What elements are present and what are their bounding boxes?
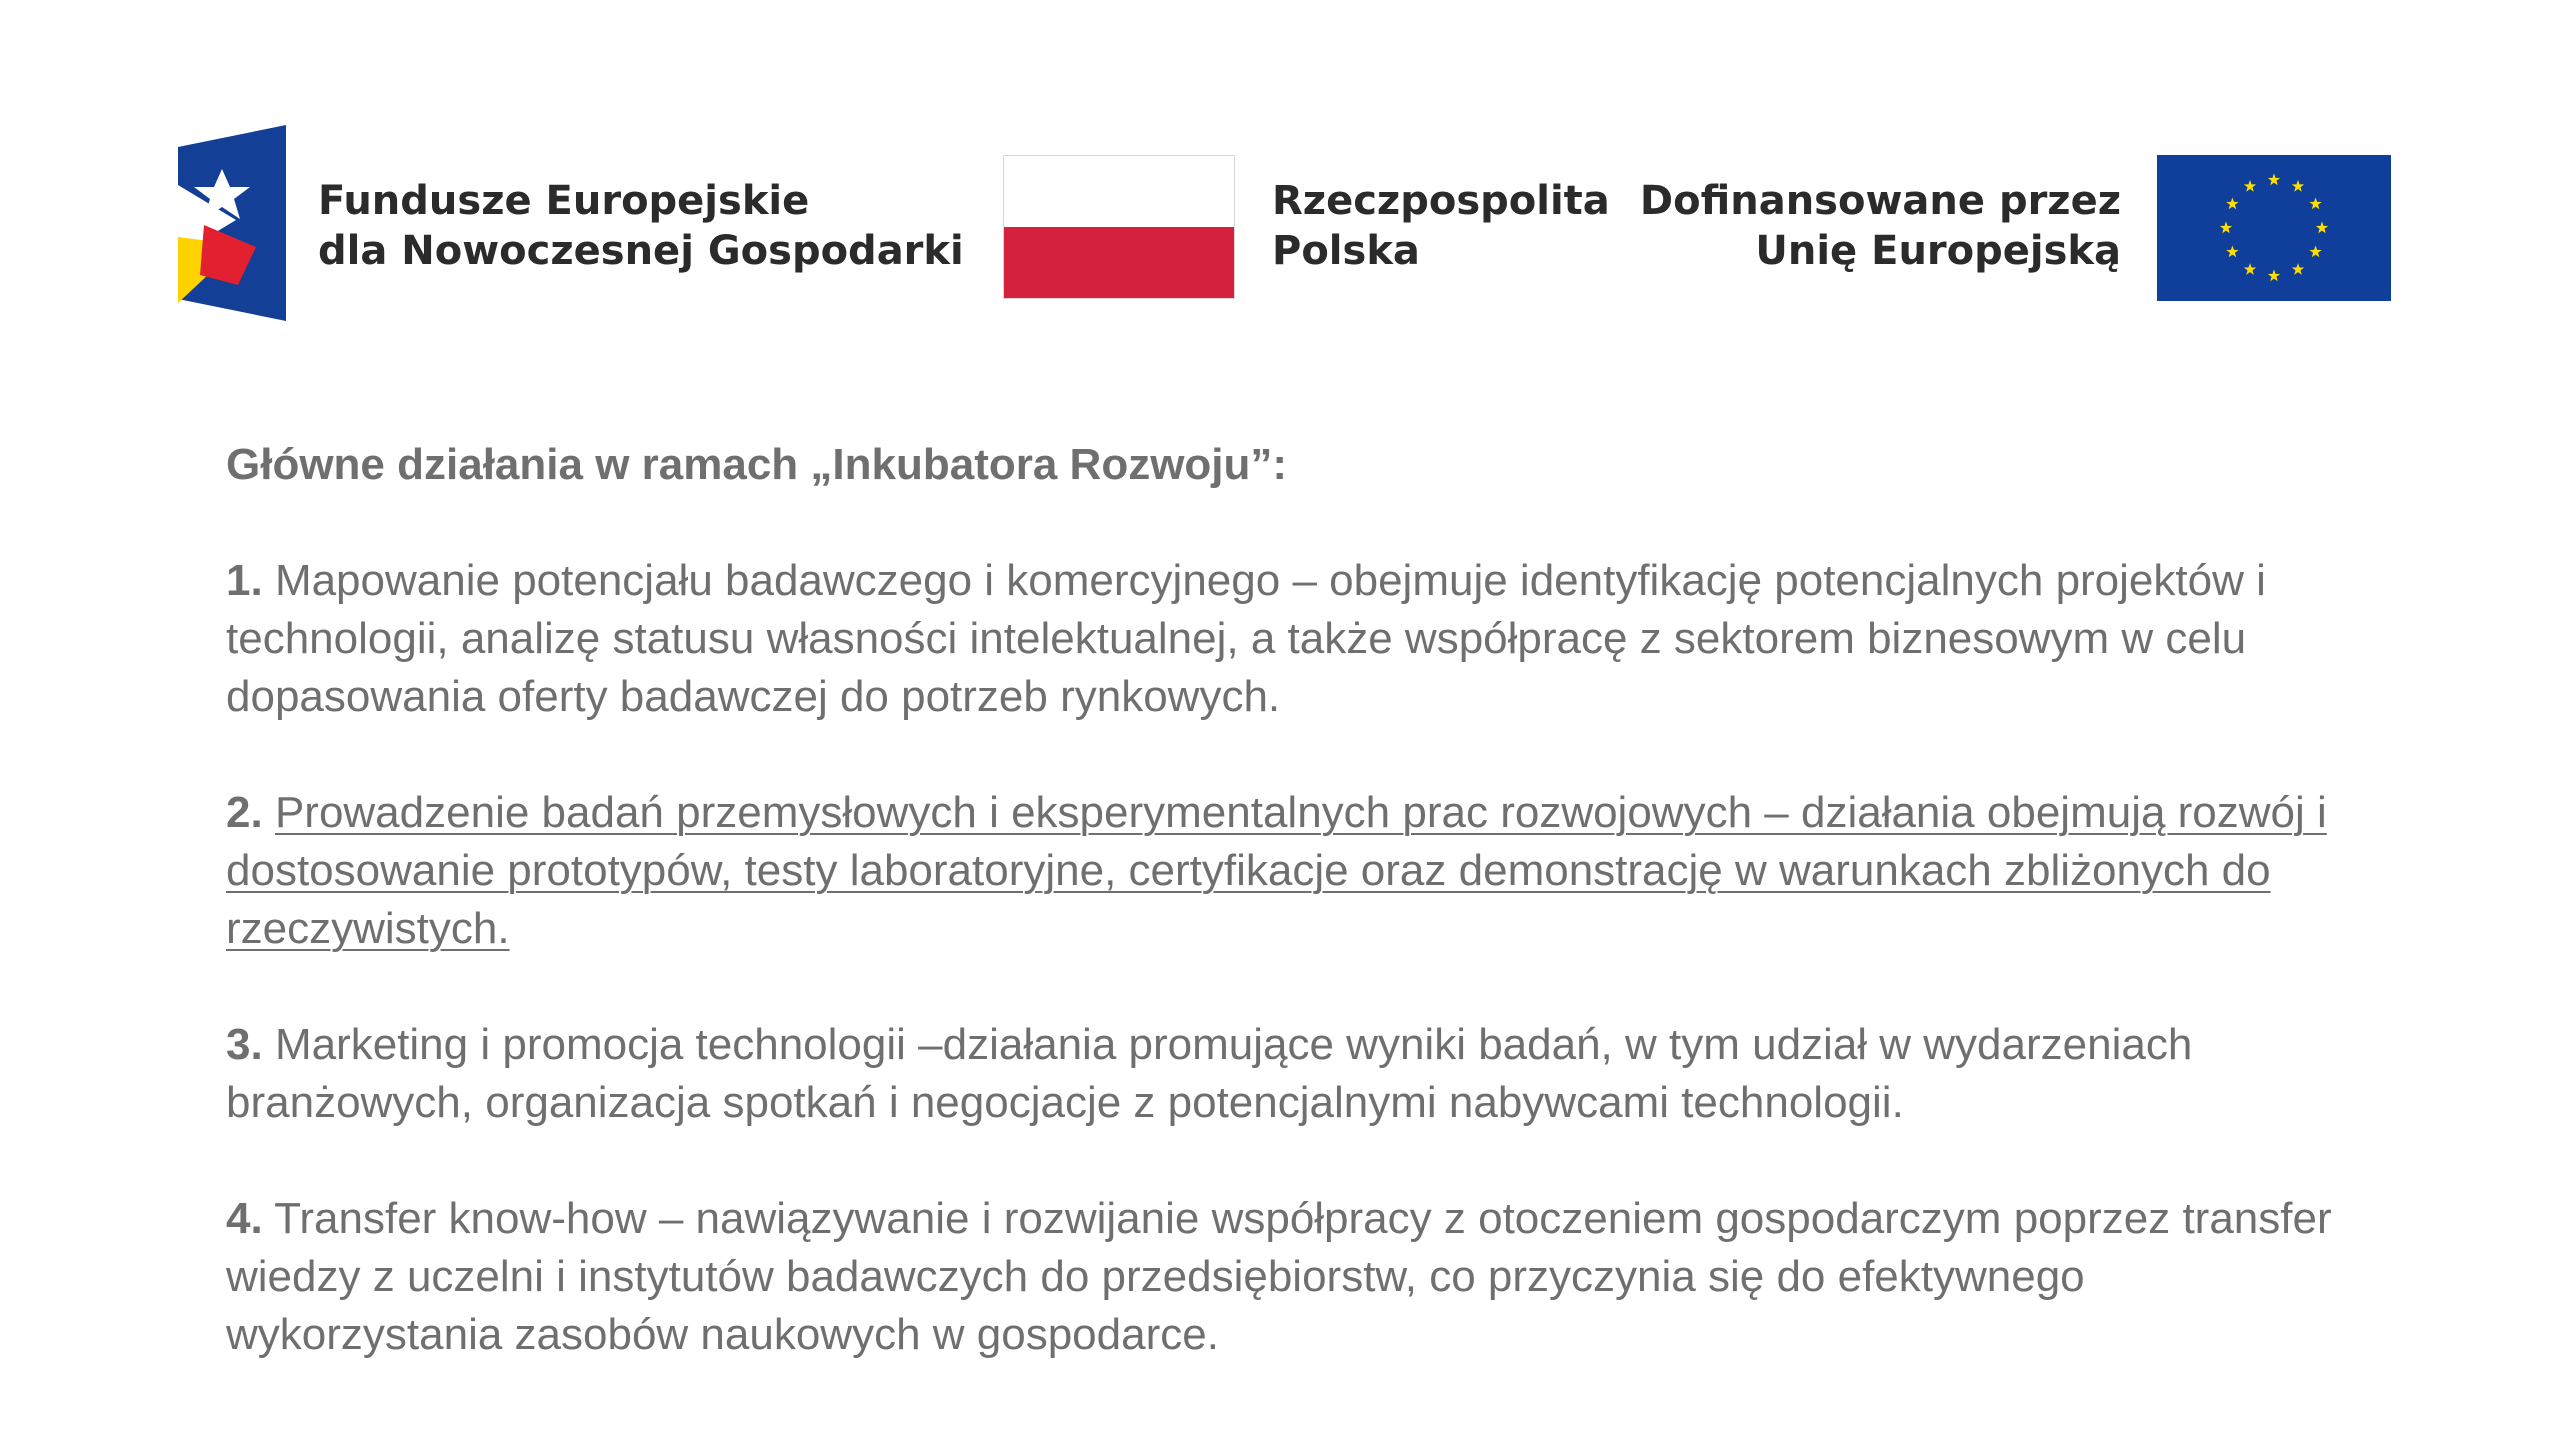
eu-flag-icon (2157, 155, 2391, 301)
list-item (226, 552, 2366, 726)
european-funds-label-line1: Fundusze Europejskie (318, 178, 810, 224)
list-item-text: Prowadzenie badań przemysłowych i eksperymentalnych prac rozwojowych – działania obejmują rozwój i dostosowanie prototypów, testy laboratoryjne, certyfikacje oraz demonstrację w warunkach zbliżonych do rzeczywistych. (226, 788, 2327, 953)
eu-cofinanced-label-line1: Dofinansowane przez (1639, 178, 2121, 224)
eu-cofinanced-label (1640, 176, 2121, 276)
european-funds-label-line2: dla Nowoczesnej Gospodarki (318, 228, 964, 274)
polish-flag-icon (1003, 155, 1235, 299)
list-item-number: 1. (226, 556, 263, 605)
list-item-number: 3. (226, 1020, 263, 1069)
european-funds-label (318, 176, 964, 276)
list-item (226, 1016, 2366, 1132)
list-item-number: 4. (226, 1194, 263, 1243)
document-body (226, 436, 2366, 1364)
list-item-text: Transfer know-how – nawiązywanie i rozwijanie współpracy z otoczeniem gospodarczym poprzez transfer wiedzy z uczelni i instytutów badawczych do przedsiębiorstw, co przyczynia się do efektywnego wykorzystania zasobów naukowych w gospodarce. (226, 1194, 2332, 1359)
list-item-number: 2. (226, 788, 263, 837)
logo-bar (0, 0, 2560, 340)
list-item-text: Mapowanie potencjału badawczego i komercyjnego – obejmuje identyfikację potencjalnych projektów i technologii, analizę statusu własności intelektualnej, a także współpracę z sektorem biznesowym w celu dopasowania oferty badawczej do potrzeb rynkowych. (226, 556, 2266, 721)
list-item (226, 784, 2366, 958)
eu-cofinanced-label-line2: Unię Europejską (1755, 228, 2121, 274)
republic-of-poland-label-line2: Polska (1272, 228, 1420, 274)
republic-of-poland-label (1272, 176, 1610, 276)
list-item-text: Marketing i promocja technologii –działania promujące wyniki badań, w tym udział w wydarzeniach branżowych, organizacja spotkań i negocjacje z potencjalnymi nabywcami technologii. (226, 1020, 2193, 1127)
list-item (226, 1190, 2366, 1364)
european-funds-logo-icon (178, 125, 286, 321)
republic-of-poland-label-line1: Rzeczpospolita (1272, 178, 1610, 224)
section-heading: Główne działania w ramach „Inkubatora Rozwoju”: (226, 440, 1288, 489)
